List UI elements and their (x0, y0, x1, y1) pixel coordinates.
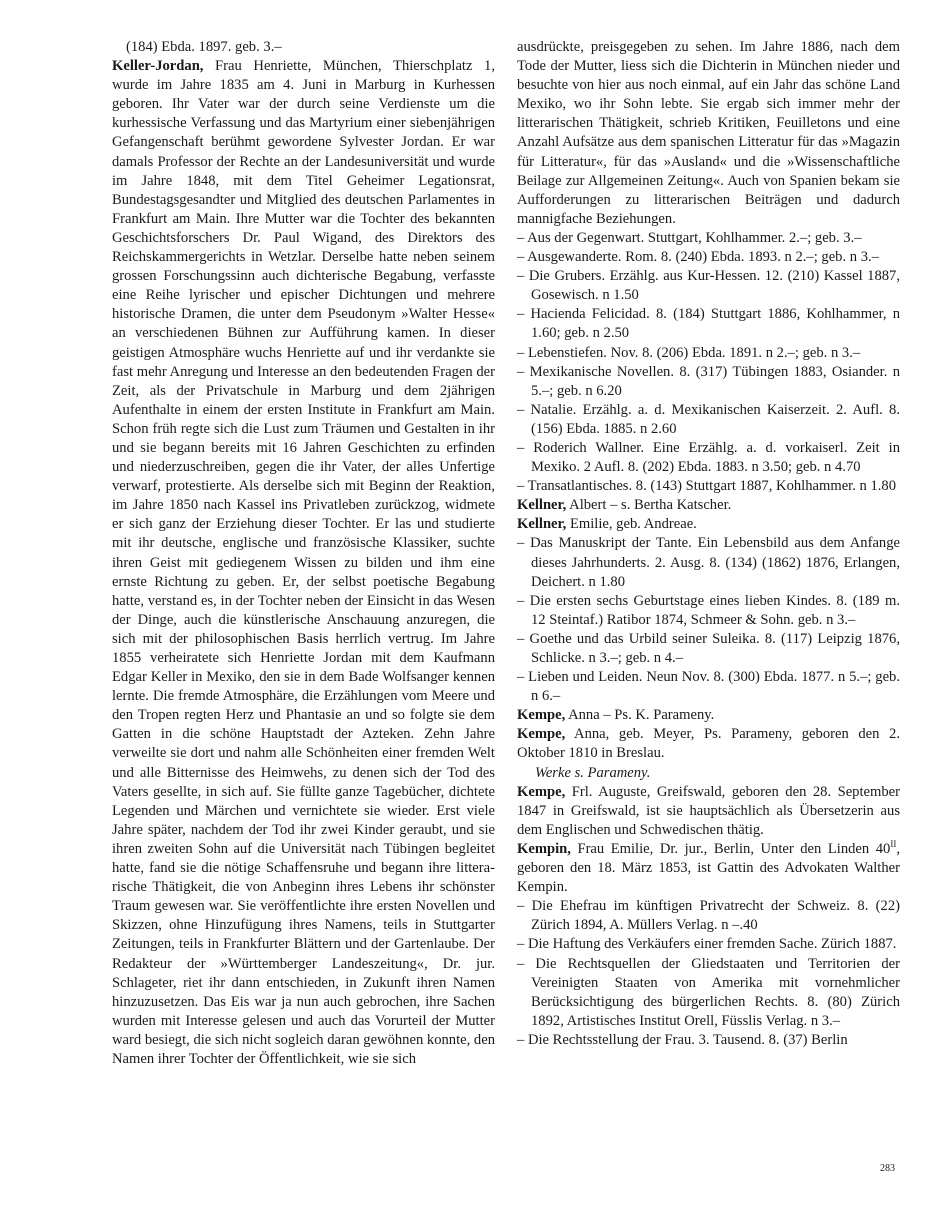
left-column (112, 38, 495, 1069)
entry-name: Kempe, (517, 726, 566, 743)
entry-kempe-anna-ps (517, 706, 900, 725)
right-column (517, 38, 900, 1050)
works-reference: Werke s. Parameny. (535, 764, 651, 781)
work-item: – Mexikanische Novellen. 8. (317) Tübingen 1883, Osiander. n 5.–; geb. n 6.20 (517, 363, 900, 399)
work-item: – Aus der Gegenwart. Stuttgart, Kohlhammer. 2.–; geb. 3.– (517, 229, 862, 246)
entry-text: Frau Henriette, München, Thierschplatz 1, wurde im Jahre 1835 am 4. Juni in Marburg in Kurhessen geboren. Ihr Vater war der durch seine Verdienste um die kurhessische Verfassung und das Martyrium einer siebenjährigen Gefangenschaft berühmt gewordene Sylvester Jordan. Er war damals Professor der Rechte an der Landesuniversität und wurde im Jahre 1848, mit dem Titel Geheimer Legationsrat, Bundestagsgesandter und Mitglied des deutschen Parlamentes in Frankfurt am Main. Ihre Mutter war die Tochter des bekannten Geschichtsforschers Dr. Paul Wigand, des Direktors des Reichskammergerichts in Wetzlar. Derselbe hatte neben seinem grossen Forschungssinn auch dichterische Begabung, verfasste eine Reihe lyrischer und epischer Dichtungen und mehrere historische Dramen, die unter dem Pseudonym »Walter Hesse« an verschiedenen Bühnen zur Aufführung kamen. In dieser geistigen Atmosphäre wuchs Henriette auf und ihr verdankte sie fast mehr Anregung und Interesse an den bedeutenden Fragen der Zeit, als der Privatschule in Marburg und dem 2jährigen Aufenthalte in einem der ersten Institute in Frankfurt am Main. Schon früh regte sich die Lust zum Träumen und Gestalten in ihr und sie begann bereits mit 16 Jahren Geschichten zu erfinden und niederzuschreiben, gegen die ihr Vater, der alles Unfertige verwarf, protestierte. Als derselbe sich mit Beginn der Reaktion, im Jahre 1850 nach Kassel ins Privatleben zurückzog, widmete er sich ganz der Erziehung dieser Tochter. Er las und studierte mit ihr deutsche, englische und französische Klassiker, suchte ihren Geist mit gediegenem Wissen zu bilden und ihm eine ernste Richtung zu geben. Er, der selbst poetische Begabung hatte, verstand es, in der Tochter neben der Einsicht in das Wesen der Dinge, auch die künstlerische Anschauung anzuregen, die sich mit der philosophischen Basis herrlich vertrug. Im Jahre 1855 verheiratete sich Henriette Jordan mit dem Kaufmann Edgar Keller in Mexiko, den sie in dem Bade Wolfsanger kennen lernte. Die fremde Atmosphäre, die Erzählungen vom Meere und den Tropen regten Herz und Phantasie an und so folgte sie dem Gatten in die schöne Hauptstadt der Azteken. Zehn Jahre verweilte sie dort und nahm alle Schönheiten einer fremden Welt und alle Bitternisse des Heimwehs, zu denen sich der Tod des Vaters gesellte, in sich auf. Sie füllte ganze Tagebücher, dichtete Legenden und Märchen und vernichtete sie wieder. Erst viele Jahre später, nachdem der Tod ihr zwei Kinder geraubt, und sie ihren zweiten Sohn auf die Universität nach Tübingen begleitet hatte, fand sie die nötige Schaffensruhe und begann ihre litterarische Thätigkeit, die von Anbeginn ihres Lebens ihr schönster Traum gewesen war. Sie veröffentlichte ihre ersten Novellen und Skizzen, ohne Hinzufügung ihres Namens, teils in Stuttgarter Zeitungen, teils in Frankfurter Blättern und der Gartenlaube. Der Redakteur der »Württemberger Landeszeitung«, Dr. jur. Schlageter, riet ihr dann entschieden, in Zukunft ihren Namen hinzuzusetzen. Das Eis war ja nun auch gebrochen, ihre Sachen wurden mit Interesse gelesen und auch das Vorurteil der Mutter ward besiegt, die sich nicht sogleich daran gewöhnen konnte, den Namen ihrer Tochter der Öffentlichkeit, wie sie sich (112, 58, 495, 1067)
work-item: – Die Rechtsstellung der Frau. 3. Tausend. 8. (37) Berlin (517, 1031, 848, 1048)
entry-text: Albert – s. Bertha Katscher. (566, 497, 732, 514)
entry-name: Kellner, (517, 516, 567, 533)
entry-name: Keller-Jordan, (112, 58, 204, 75)
work-item: – Hacienda Felicidad. 8. (184) Stuttgart 1886, Kohlhammer, n 1.60; geb. n 2.50 (517, 306, 900, 342)
work-item: – Die Rechtsquellen der Gliedstaaten und Territorien der Vereinigten Staaten von Amerika mit vornehmlicher Berücksichtigung des bürgerlichen Rechts. 8. (80) Zürich 1892, Artistisches Institut Orell, Füsslis Verlag. n 3.– (517, 955, 900, 1029)
entry-text: Frl. Auguste, Greifswald, geboren den 28. September 1847 in Greifswald, ist sie hauptsächlich als Übersetzerin aus dem Englischen und Schwedischen thätig. (517, 783, 900, 838)
work-item: – Die ersten sechs Geburtstage eines lieben Kindes. 8. (189 m. 12 Steintaf.) Ratibor 1874, Schmeer & Sohn. geb. n 3.– (517, 592, 900, 628)
entry-name: Kellner, (517, 497, 567, 514)
continued-entry-line: (184) Ebda. 1897. geb. 3.– (126, 39, 282, 55)
work-item: – Lebenstiefen. Nov. 8. (206) Ebda. 1891. n 2.–; geb. n 3.– (517, 344, 861, 361)
entry-keller-jordan (112, 57, 495, 1069)
page-number: 283 (880, 1163, 895, 1174)
entry-name: Kempe, (517, 783, 566, 800)
entry-kellner-emilie (517, 515, 900, 534)
entry-text: Emilie, geb. Andreae. (566, 516, 697, 533)
kellner-works-list (517, 534, 900, 706)
entry-kellner-albert (517, 496, 900, 515)
entry-text: Frau Emilie, Dr. jur., Berlin, Unter den Linden 40 (570, 840, 891, 857)
entry-kempe-anna-meyer (517, 725, 900, 763)
work-item: – Goethe und das Urbild seiner Suleika. 8. (117) Leipzig 1876, Schlicke. n 3.–; geb. n 4.– (517, 630, 900, 666)
work-item: – Die Grubers. Erzählg. aus Kur-Hessen. 12. (210) Kassel 1887, Gosewisch. n 1.50 (517, 268, 900, 304)
keller-works-list (517, 229, 900, 496)
superscript: II (890, 839, 897, 850)
entry-kempe-auguste (517, 783, 900, 840)
work-item: – Die Ehefrau im künftigen Privatrecht der Schweiz. 8. (22) Zürich 1894, A. Müllers Verlag. n –.40 (517, 898, 900, 934)
work-item: – Das Manuskript der Tante. Ein Lebensbild aus dem Anfange dieses Jahrhunderts. 2. Ausg. 8. (134) (1862) 1876, Erlangen, Deichert. n 1.80 (517, 535, 900, 590)
kempin-works-list (517, 897, 900, 1050)
work-item: – Roderich Wallner. Eine Erzählg. a. d. vorkaiserl. Zeit in Mexiko. 2 Aufl. 8. (202) Ebda. 1883. n 3.50; geb. n 4.70 (517, 439, 900, 476)
entry-text: , geboren den 18. März 1853, ist Gattin des Advokaten Walther Kempin. (517, 840, 900, 896)
work-item: – Transatlantisches. 8. (143) Stuttgart 1887, Kohlhammer. n 1.80 (517, 478, 897, 495)
work-item: – Die Haftung des Verkäufers einer fremden Sache. Zürich 1887. (517, 936, 897, 953)
entry-name: Kempe, (517, 707, 566, 724)
work-item: – Ausgewanderte. Rom. 8. (240) Ebda. 1893. n 2.–; geb. n 3.– (517, 249, 879, 266)
entry-text: Anna – Ps. K. Parameny. (565, 707, 715, 724)
work-item: – Natalie. Erzählg. a. d. Mexikanischen Kaiserzeit. 2. Aufl. 8. (156) Ebda. 1885. n 2.60 (517, 401, 900, 437)
entry-text: Anna, geb. Meyer, Ps. Parameny, geboren den 2. Oktober 1810 in Breslau. (517, 726, 900, 762)
continued-biography: ausdrückte, preisgegeben zu sehen. Im Jahre 1886, nach dem Tode der Mutter, liess sich die Dichterin in München nieder und besuchte von hier aus noch einmal, auf ein Jahr das schöne Land Mexiko, wo ihr Sohn lebte. Sie ergab sich immer mehr der litterarischen Thätigkeit, schrieb Kritiken, Feuilletons und eine Anzahl Aufsätze aus dem spanischen Litteratur für das »Magazin für Litteratur«, für das »Ausland« und die »Wissenschaftliche Beilage zur Allgemeinen Zeitung«. Auch von Spanien bekam sie Aufforderungen zu litterarischen Beiträgen und dadurch mannigfache Beziehungen. (517, 39, 900, 227)
entry-kempin-emilie (517, 840, 900, 897)
work-item: – Lieben und Leiden. Neun Nov. 8. (300) Ebda. 1877. n 5.–; geb. n 6.– (517, 669, 900, 705)
entry-name: Kempin, (517, 840, 571, 857)
